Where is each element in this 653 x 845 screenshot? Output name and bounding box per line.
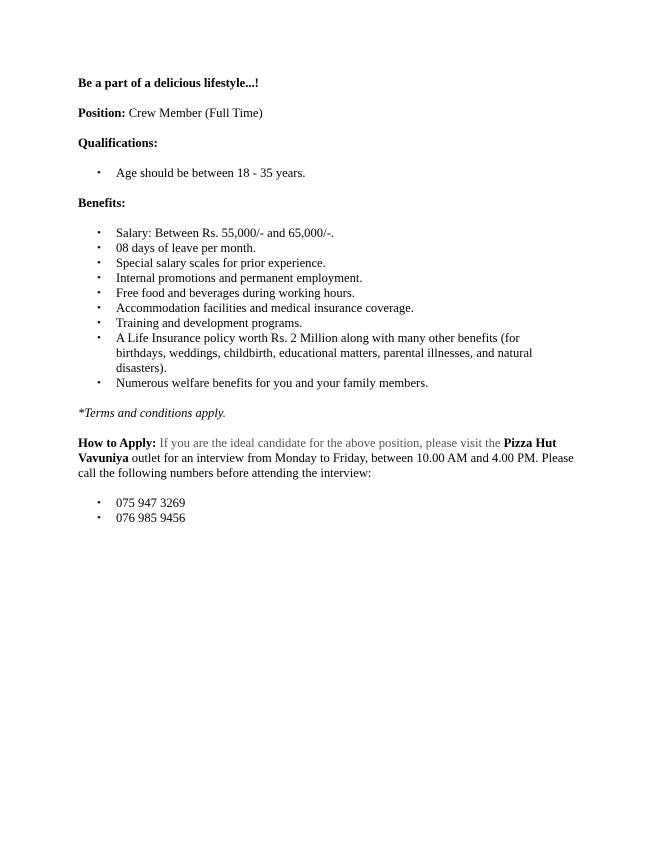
bullet-icon: • — [97, 242, 101, 254]
how-to-apply-label: How to Apply: — [78, 436, 157, 450]
benefit-text: Numerous welfare benefits for you and your family members. — [116, 376, 429, 390]
phone-number: 075 947 3269 — [116, 496, 186, 510]
bullet-icon: • — [97, 287, 101, 299]
list-item — [78, 256, 558, 271]
phone-number: 076 985 9456 — [116, 511, 186, 525]
outlet-location: Pizza Hut Vavuniya — [78, 436, 557, 465]
bullet-icon: • — [97, 167, 101, 179]
terms-note: *Terms and conditions apply. — [78, 406, 226, 420]
phone-list — [78, 496, 578, 526]
bullet-icon: • — [97, 227, 101, 239]
benefit-text: Training and development programs. — [116, 316, 303, 330]
qualifications-heading: Qualifications: — [78, 136, 158, 150]
benefit-text: Free food and beverages during working hours. — [116, 286, 355, 300]
how-to-apply-paragraph — [78, 436, 578, 481]
list-item — [78, 496, 578, 511]
benefit-text: Special salary scales for prior experience. — [116, 256, 326, 270]
list-item — [78, 241, 558, 256]
list-item — [78, 286, 558, 301]
list-item — [78, 316, 558, 331]
job-posting-document — [78, 76, 578, 526]
bullet-icon: • — [97, 497, 101, 509]
list-item — [78, 376, 558, 391]
position-label: Position: — [78, 106, 126, 120]
benefit-text: 08 days of leave per month. — [116, 241, 256, 255]
benefit-text: Internal promotions and permanent employment. — [116, 271, 363, 285]
benefit-text: Accommodation facilities and medical insurance coverage. — [116, 301, 414, 315]
bullet-icon: • — [97, 317, 101, 329]
qualification-text: Age should be between 18 - 35 years. — [116, 166, 306, 180]
how-to-apply-text-1: If you are the ideal candidate for the above position, please visit the — [156, 436, 504, 450]
benefit-text: A Life Insurance policy worth Rs. 2 Million along with many other benefits (for birthdays, weddings, childbirth, educational matters, parental illnesses, and natural disasters). — [116, 331, 533, 375]
position-value: Crew Member (Full Time) — [125, 106, 263, 120]
position-line — [78, 106, 578, 121]
qualifications-list — [78, 166, 578, 181]
list-item — [78, 166, 578, 181]
bullet-icon: • — [97, 377, 101, 389]
how-to-apply-text-2: outlet for an interview from Monday to Friday, between 10.00 AM and 4.00 PM. Please call the following numbers before attending the interview: — [78, 451, 574, 480]
bullet-icon: • — [97, 332, 101, 344]
bullet-icon: • — [97, 512, 101, 524]
bullet-icon: • — [97, 272, 101, 284]
list-item — [78, 226, 558, 241]
benefits-heading: Benefits: — [78, 196, 126, 210]
list-item — [78, 301, 558, 316]
bullet-icon: • — [97, 257, 101, 269]
list-item — [78, 331, 558, 376]
benefit-text: Salary: Between Rs. 55,000/- and 65,000/-. — [116, 226, 334, 240]
headline: Be a part of a delicious lifestyle...! — [78, 76, 259, 90]
benefits-list — [78, 226, 558, 391]
list-item — [78, 271, 558, 286]
list-item — [78, 511, 578, 526]
bullet-icon: • — [97, 302, 101, 314]
